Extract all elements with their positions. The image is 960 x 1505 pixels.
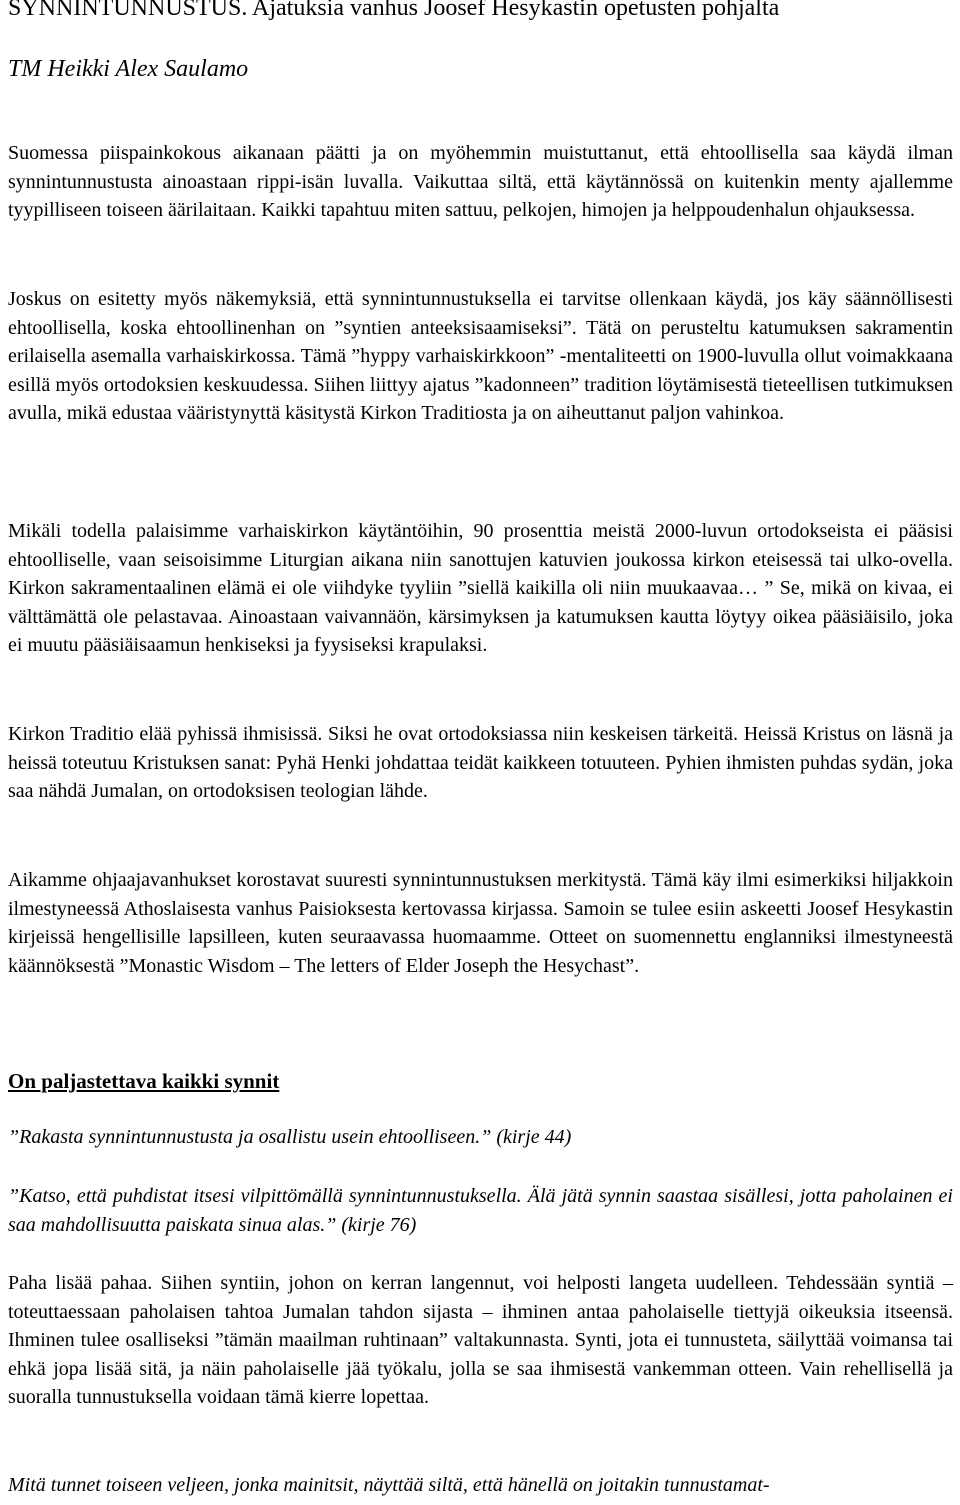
quote: ”Rakasta synnintunnustusta ja osallistu usein ehtoolliseen.” (kirje 44) bbox=[8, 1126, 572, 1148]
paragraph: Joskus on esitetty myös näkemyksiä, että synnintunnustuksella ei tarvitse ollenkaan käydä, jos käy säännöllisesti ehtoollisella, koska ehtoollinenhan on ”syntien anteeksisaamiseksi”. Tätä on perusteltu katumuksen sakramentin erilaisella asemalla varhaiskirkossa. Tämä ”hyppy varhaiskirkkoon” -mentaliteetti on 1900-luvulla ollut voimakkaana esillä myös ortodoksien keskuudessa. Siihen liittyy ajatus ”kadonneen” tradition löytämisestä tieteellisen tutkimuksen avulla, mikä edustaa vääristynyttä käsitystä Kirkon Traditiosta ja on aiheuttanut paljon vahinkoa. bbox=[8, 288, 953, 424]
quote: ”Katso, että puhdistat itsesi vilpittömällä synnintunnustuksella. Älä jätä synnin saastaa sisällesi, jotta paholainen ei saa mahdollisuutta paiskata sinua alas.” (kirje 76) bbox=[8, 1185, 953, 1236]
paragraph: Kirkon Traditio elää pyhissä ihmisissä. Siksi he ovat ortodoksiassa niin keskeisen tärkeitä. Heissä Kristus on läsnä ja heissä toteutuu Kristuksen sanat: Pyhä Henki johdattaa teidät kaikkeen totuuteen. Pyhien ihmisten puhdas sydän, joka saa nähdä Jumalan, on ortodoksisen teologian lähde. bbox=[8, 723, 953, 802]
section-heading: On paljastettava kaikki synnit bbox=[8, 1069, 280, 1093]
paragraph: Paha lisää pahaa. Siihen syntiin, johon on kerran langennut, voi helposti langeta uudelleen. Tehdessään syntiä – toteuttaessaan paholaisen tahtoa Jumalan tahdon sijasta – ihminen antaa paholaiselle tiettyjä oikeuksia itseensä. Ihminen tulee osalliseksi ”tämän maailman ruhtinaan” valtakunnasta. Synti, jota ei tunnusteta, säilyttää voimansa tai ehkä jopa lisää sitä, ja näin paholaiselle jää työkalu, jolla se saa ihmisestä vankemman otteen. Vain rehellisellä ja suoralla tunnustuksella voidaan tämä kierre lopettaa. bbox=[8, 1272, 953, 1408]
truncated-last-line: Mitä tunnet toiseen veljeen, jonka mainitsit, näyttää siltä, että hänellä on joitakin tunnustamat- bbox=[8, 1474, 770, 1496]
author-line: TM Heikki Alex Saulamo bbox=[8, 56, 249, 82]
paragraph: Mikäli todella palaisimme varhaiskirkon käytäntöihin, 90 prosenttia meistä 2000-luvun ortodokseista ei pääsisi ehtoolliselle, vaan seisoisimme Liturgian aikana niin sanottujen katuvien joukossa kirkon eteisessä tai ulko-ovella. Kirkon sakramentaalinen elämä ei ole viihdyke tyyliin ”siellä kaikilla oli niin muukaavaa… ” Se, mikä on kivaa, ei välttämättä ole pelastavaa. Ainoastaan vaivannäön, kärsimyksen ja katumuksen kautta löytyy oikea pääsiäisilo, joka ei muutu pääsiäisaamun henkiseksi ja fyysiseksi krapulaksi. bbox=[8, 520, 953, 656]
paragraph: Suomessa piispainkokous aikanaan päätti ja on myöhemmin muistuttanut, että ehtoollisella saa käydä ilman synnintunnustusta ainoastaan rippi-isän luvalla. Vaikuttaa siltä, että käytännössä on kuitenkin menty ajallemme tyypilliseen toiseen äärilaitaan. Kaikki tapahtuu miten sattuu, pelkojen, himojen ja helppoudenhalun ohjauksessa. bbox=[8, 142, 953, 221]
paragraph: Aikamme ohjaajavanhukset korostavat suuresti synnintunnustuksen merkitystä. Tämä käy ilmi esimerkiksi hiljakkoin ilmestyneessä Athoslaisesta vanhus Paisioksesta kertovassa kirjassa. Samoin se tulee esiin askeetti Joosef Hesykastin kirjeissä hengellisille lapsilleen, kuten seuraavassa huomaamme. Otteet on suomennettu englanniksi ilmestyneestä käännöksestä ”Monastic Wisdom – The letters of Elder Joseph the Hesychast”. bbox=[8, 869, 953, 977]
document-title: SYNNINTUNNUSTUS. Ajatuksia vanhus Joosef Hesykastin opetusten pohjalta bbox=[8, 0, 780, 21]
